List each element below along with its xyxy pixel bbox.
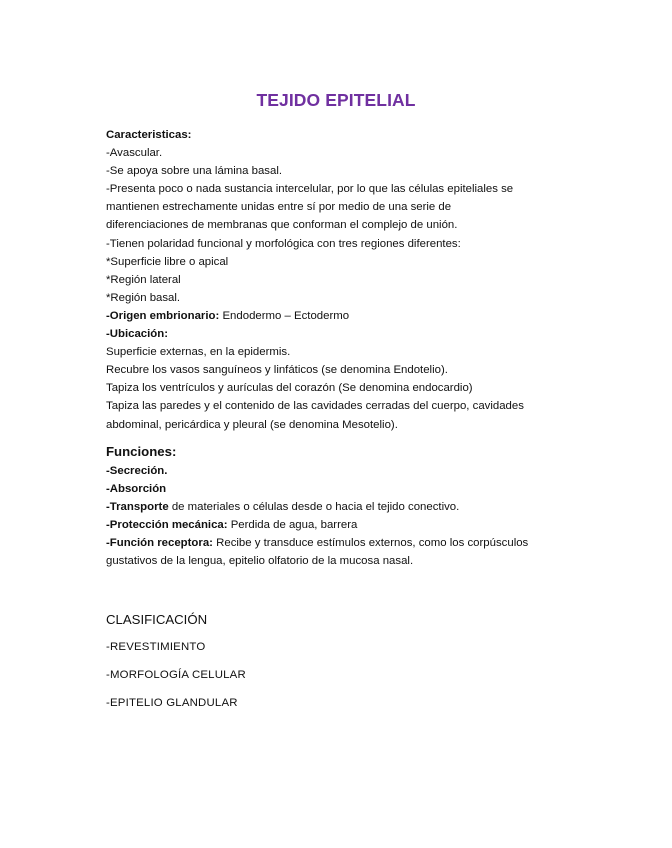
- transporte-label: -Transporte: [106, 500, 169, 513]
- funcion-receptora-continued: gustativos de la lengua, epitelio olfatorio de la mucosa nasal.: [106, 555, 414, 568]
- clasificacion-item: -REVESTIMIENTO: [106, 641, 206, 653]
- funcion-receptora: [106, 534, 576, 552]
- receptora-label: -Función receptora:: [106, 536, 213, 549]
- funciones-heading: Funciones:: [106, 443, 177, 459]
- caracteristicas-line: mantienen estrechamente unidas entre sí por medio de una serie de: [106, 201, 452, 214]
- caracteristicas-line: diferenciaciones de membranas que conforman el complejo de unión.: [106, 219, 458, 232]
- funcion-absorcion: -Absorción: [106, 482, 167, 495]
- funcion-secrecion: -Secreción.: [106, 464, 168, 477]
- origen-line: [106, 307, 576, 325]
- clasificacion-item: -MORFOLOGÍA CELULAR: [106, 669, 246, 681]
- ubicacion-line: Superficie externas, en la epidermis.: [106, 346, 291, 359]
- caracteristicas-line: -Avascular.: [106, 147, 163, 160]
- clasificacion-section: [106, 610, 576, 722]
- caracteristicas-line: *Región lateral: [106, 273, 181, 286]
- caracteristicas-line: -Presenta poco o nada sustancia intercelular, por lo que las células epiteliales se: [106, 183, 514, 196]
- origen-value: Endodermo – Ectodermo: [219, 309, 350, 322]
- ubicacion-line: Tapiza los ventrículos y aurículas del corazón (Se denomina endocardio): [106, 382, 473, 395]
- ubicacion-line: Recubre los vasos sanguíneos y linfáticos (se denomina Endotelio).: [106, 364, 448, 377]
- origen-label: -Origen embrionario:: [106, 309, 220, 322]
- proteccion-label: -Protección mecánica:: [106, 518, 228, 531]
- ubicacion-line: Tapiza las paredes y el contenido de las cavidades cerradas del cuerpo, cavidades: [106, 400, 524, 413]
- clasificacion-item: -EPITELIO GLANDULAR: [106, 697, 238, 709]
- ubicacion-heading: -Ubicación:: [106, 328, 169, 341]
- caracteristicas-line: *Superficie libre o apical: [106, 255, 229, 268]
- funcion-transporte: [106, 498, 576, 516]
- transporte-text: de materiales o células desde o hacia el tejido conectivo.: [168, 500, 460, 513]
- caracteristicas-heading: Caracteristicas:: [106, 129, 192, 141]
- ubicacion-line: abdominal, pericárdica y pleural (se denomina Mesotelio).: [106, 418, 398, 431]
- caracteristicas-line: *Región basal.: [106, 291, 181, 304]
- caracteristicas-line: -Tienen polaridad funcional y morfológica con tres regiones diferentes:: [106, 237, 461, 250]
- receptora-text: Recibe y transduce estímulos externos, como los corpúsculos: [212, 536, 529, 549]
- proteccion-text: Perdida de agua, barrera: [227, 518, 358, 531]
- clasificacion-heading: CLASIFICACIÓN: [106, 612, 208, 627]
- caracteristicas-line: -Se apoya sobre una lámina basal.: [106, 165, 283, 178]
- document-title: TEJIDO EPITELIAL: [256, 90, 416, 110]
- document-body: [106, 126, 576, 570]
- funcion-proteccion: [106, 516, 576, 534]
